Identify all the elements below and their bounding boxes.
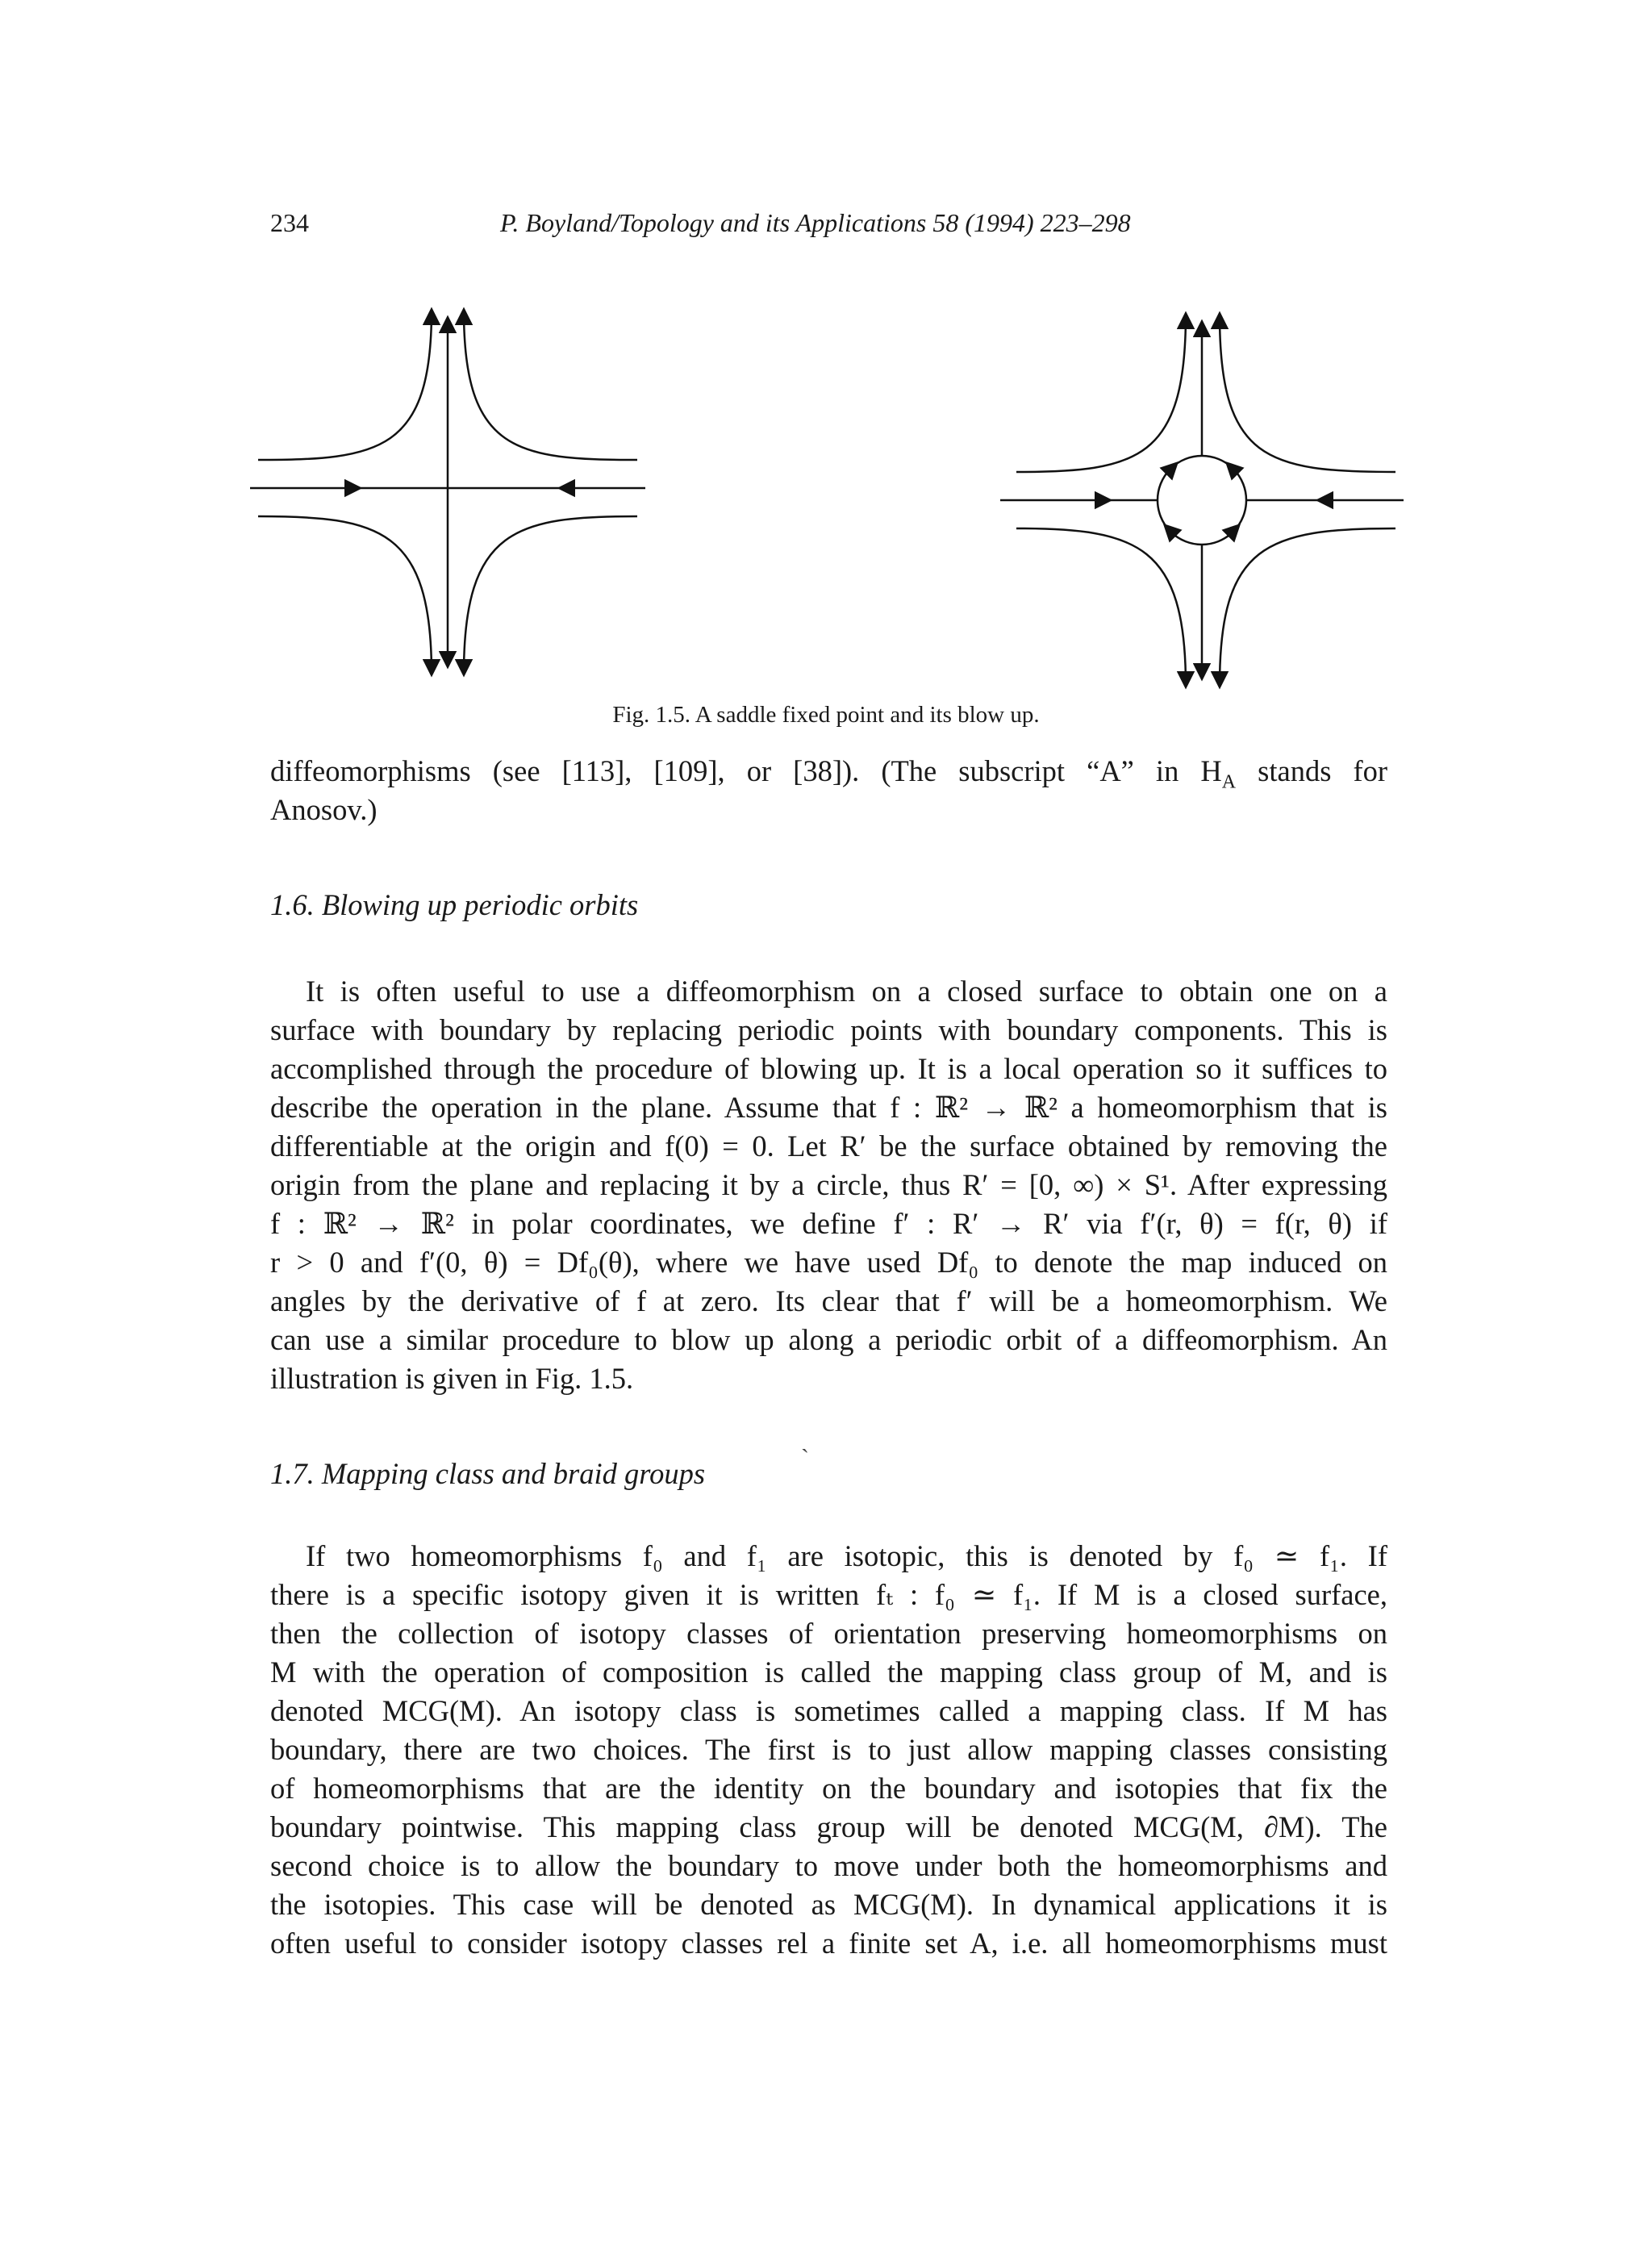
text-line: surface with boundary by replacing periodic points with boundary components. This is (270, 1013, 1387, 1046)
text-line: It is often useful to use a diffeomorphism on a closed surface to obtain one on a (306, 975, 1387, 1008)
text-line: illustration is given in Fig. 1.5. (270, 1362, 634, 1395)
hyperbola-lower-left (258, 516, 432, 674)
hyperbola-lower-right (464, 516, 637, 674)
stray-mark: ˎ (801, 1426, 809, 1453)
text-line: Anosov.) (270, 793, 378, 826)
text-line: origin from the plane and replacing it by a circle, thus R′ = [0, ∞) × S¹. After expressing (270, 1168, 1387, 1201)
text-line: diffeomorphisms (see [113], [109], or [38]). (The subscript “A” in $H_A$ stands for (270, 754, 1388, 793)
text-line: there is a specific isotopy given it is written fₜ : f₀ ≃ f₁. If M is a closed surface, (270, 1578, 1387, 1611)
text-line: then the collection of isotopy classes of orientation preserving homeomorphisms on (270, 1617, 1387, 1650)
text-line: r > 0 and f′(0, θ) = Df₀(θ), where we have used Df₀ to denote the map induced on (270, 1246, 1387, 1279)
text-line: of homeomorphisms that are the identity on the boundary and isotopies that fix the (270, 1772, 1387, 1805)
text-line: boundary pointwise. This mapping class group will be denoted MCG(M, ∂M). The (270, 1810, 1387, 1843)
hyperbola-upper-left (258, 311, 432, 460)
section-1-7-body (270, 1537, 1387, 1963)
blow-up-figure (992, 286, 1412, 690)
saddle-figure (242, 286, 661, 690)
text-line: boundary, there are two choices. The first is to just allow mapping classes consisting (270, 1733, 1387, 1766)
hyperbola-upper-right (464, 311, 637, 460)
text-line: f : ℝ² → ℝ² in polar coordinates, we define f′ : R′ → R′ via f′(r, θ) = f(r, θ) if (270, 1207, 1387, 1240)
text-line: If two homeomorphisms f₀ and f₁ are isotopic, this is denoted by f₀ ≃ f₁. If (306, 1539, 1387, 1572)
continuation-paragraph (270, 752, 1387, 829)
page-number: 234 (270, 208, 309, 237)
section-heading-1-6: 1.6. Blowing up periodic orbits (270, 888, 639, 921)
running-head: P. Boyland/Topology and its Applications 58 (1994) 223–298 (500, 208, 1131, 237)
figure-caption: Fig. 1.5. A saddle fixed point and its blow up. (612, 702, 1040, 728)
text-line: can use a similar procedure to blow up along a periodic orbit of a diffeomorphism. An (270, 1323, 1387, 1356)
text-line: differentiable at the origin and f(0) = 0. Let R′ be the surface obtained by removing the (270, 1129, 1387, 1163)
text-line: second choice is to allow the boundary to move under both the homeomorphisms and (270, 1849, 1387, 1882)
text-line: accomplished through the procedure of blowing up. It is a local operation so it suffices to (270, 1052, 1387, 1085)
text-line: often useful to consider isotopy classes rel a finite set A, i.e. all homeomorphisms must (270, 1927, 1387, 1960)
text-line: the isotopies. This case will be denoted as MCG(M). In dynamical applications it is (270, 1888, 1387, 1921)
text-line: denoted MCG(M). An isotopy class is sometimes called a mapping class. If M has (270, 1694, 1387, 1727)
text-line: angles by the derivative of f at zero. Its clear that f′ will be a homeomorphism. We (270, 1284, 1387, 1317)
section-1-6-body (270, 972, 1387, 1398)
section-heading-1-7: 1.7. Mapping class and braid groups (270, 1457, 706, 1490)
text-line: describe the operation in the plane. Assume that f : ℝ² → ℝ² a homeomorphism that is (270, 1091, 1387, 1124)
text-line: M with the operation of composition is called the mapping class group of M, and is (270, 1655, 1387, 1689)
